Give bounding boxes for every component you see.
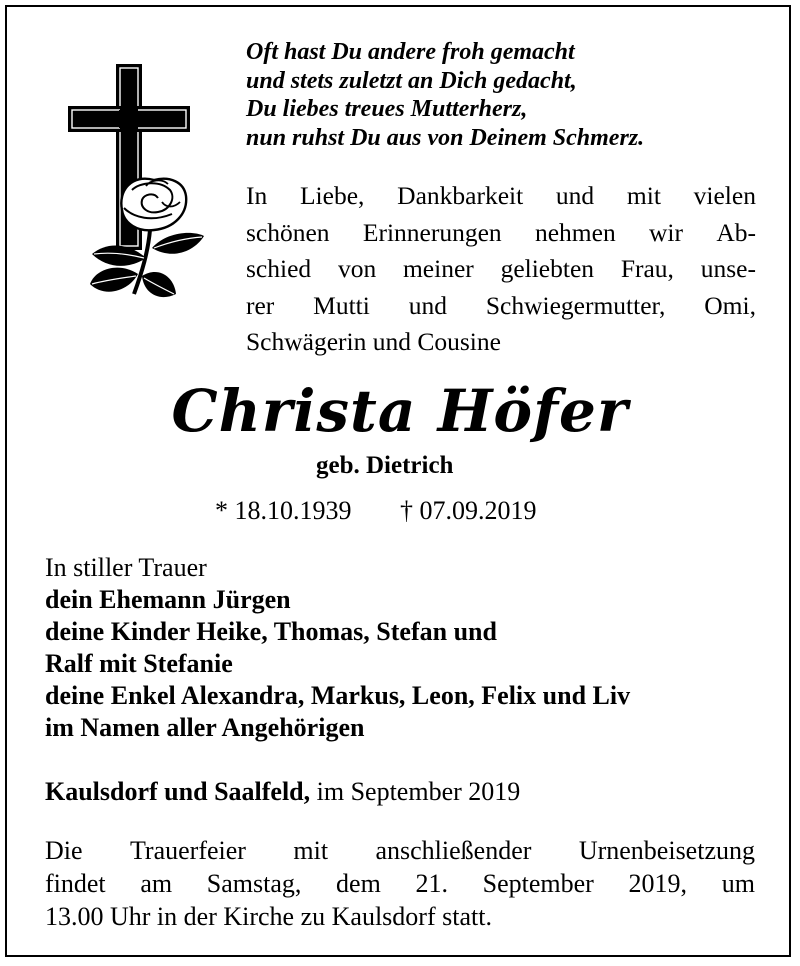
mourner-line: Ralf mit Stefanie [45, 649, 233, 678]
word: und [408, 290, 447, 320]
word: rer [246, 290, 275, 320]
word: Frau, [620, 254, 674, 283]
poem-line: Oft hast Du andere froh gemacht [246, 39, 575, 65]
word: mit [626, 181, 661, 210]
word: In [246, 181, 268, 210]
intro-line: Schwägerin und Cousine [246, 327, 501, 356]
word: Trauerfeier [129, 836, 246, 865]
poem-line: und stets zuletzt an Dich gedacht, [246, 67, 577, 94]
mourners-block [45, 552, 765, 744]
intro-line [246, 251, 756, 288]
word: Urnenbeisetzung [578, 836, 755, 865]
word: am [140, 869, 173, 898]
word: Schwiegermutter, [485, 290, 666, 320]
funeral-line [45, 867, 755, 900]
poem [246, 38, 766, 152]
word: Liebe, [299, 181, 365, 210]
place-month: im September 2019 [310, 777, 521, 806]
funeral-line: 13.00 Uhr in der Kirche zu Kaulsdorf statt. [45, 902, 492, 931]
mourner-line: deine Enkel Alexandra, Markus, Leon, Felix und Liv [45, 681, 631, 710]
cross-rose-graphic [62, 62, 212, 322]
funeral-line [45, 834, 755, 867]
life-dates [215, 494, 537, 528]
word: Omi, [704, 290, 756, 320]
word: anschließender [375, 836, 532, 865]
word: Dankbarkeit [397, 181, 524, 210]
word: mit [293, 836, 329, 865]
word: Die [45, 836, 83, 865]
word: schönen [246, 217, 330, 247]
death-date: † 07.09.2019 [400, 496, 537, 525]
place-name: Kaulsdorf und Saalfeld, [45, 777, 311, 806]
word: schied [246, 254, 312, 283]
word: dem [336, 869, 381, 898]
deceased-name: Christa Höfer [171, 377, 629, 445]
word: unse- [700, 254, 756, 283]
birth-date: * 18.10.1939 [215, 496, 352, 525]
cross-icon [62, 62, 212, 322]
word: um [721, 869, 755, 898]
funeral-info [45, 834, 755, 933]
word: und [555, 181, 595, 210]
word: findet [45, 869, 106, 898]
word: Erinnerungen [362, 217, 502, 247]
mourner-line: dein Ehemann Jürgen [45, 585, 291, 614]
word: vielen [693, 181, 756, 210]
word: Samstag, [206, 869, 302, 898]
mourners-heading: In stiller Trauer [45, 553, 207, 582]
birth-name: geb. Dietrich [316, 452, 454, 479]
word: Mutti [313, 290, 370, 320]
intro-line [246, 215, 756, 252]
word: geliebten [500, 254, 595, 283]
word: von [337, 254, 377, 283]
intro-text [246, 178, 756, 361]
mourner-line: im Namen aller Angehörigen [45, 713, 365, 742]
poem-line: Du liebes treues Mutterherz, [246, 96, 528, 122]
intro-line [246, 288, 756, 325]
place-date [45, 776, 520, 808]
word: wir [649, 217, 684, 247]
word: September [482, 869, 594, 898]
word: meiner [402, 254, 474, 283]
word: nehmen [534, 217, 616, 247]
mourner-line: deine Kinder Heike, Thomas, Stefan und [45, 617, 497, 646]
rose-icon [90, 179, 204, 297]
poem-line: nun ruhst Du aus von Deinem Schmerz. [246, 124, 645, 151]
intro-line [246, 178, 756, 215]
word: 2019, [628, 869, 688, 898]
word: 21. [415, 869, 448, 898]
word: Ab- [716, 217, 756, 247]
